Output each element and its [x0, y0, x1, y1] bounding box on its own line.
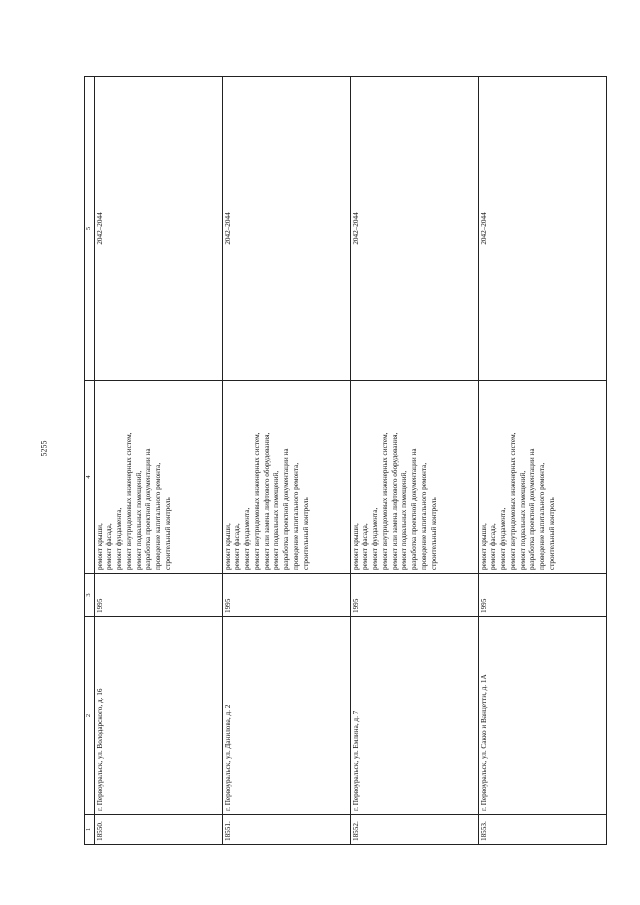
column-number: 5 [85, 77, 95, 381]
work-item: ремонт фасада, [361, 523, 370, 570]
work-item: ремонт фундамента, [499, 507, 508, 570]
table-row [94, 77, 222, 845]
page-number: 5255 [39, 440, 49, 457]
row-number: 18550. [94, 815, 222, 845]
works-cell [94, 381, 222, 574]
row-number: 18552. [350, 815, 478, 845]
work-item: разработка проектной документации на [528, 448, 537, 570]
work-item: ремонт или замена лифтового оборудования, [262, 432, 271, 570]
work-item: ремонт внутридомовых инженерных систем, [380, 432, 389, 570]
work-item: разработка проектной документации на [144, 448, 153, 570]
period-cell: 2042–2044 [478, 77, 606, 381]
year-cell: 1995 [350, 574, 478, 617]
works-cell [478, 381, 606, 574]
address-cell: г. Первоуральск, ул. Данилова, д. 2 [222, 617, 350, 815]
work-item: ремонт подвальных помещений, [134, 470, 143, 570]
work-item: ремонт крыши, [479, 523, 488, 570]
address-cell: г. Первоуральск, ул. Володарского, д. 16 [94, 617, 222, 815]
address-cell: г. Первоуральск, ул. Емлина, д. 7 [350, 617, 478, 815]
work-item: разработка проектной документации на [282, 448, 291, 570]
column-number: 4 [85, 381, 95, 574]
work-item: строительный контроль [429, 497, 438, 570]
address-cell: г. Первоуральск, ул. Сакко и Ванцетти, д. 1А [478, 617, 606, 815]
work-item: ремонт подвальных помещений, [518, 470, 527, 570]
work-item: ремонт подвальных помещений, [400, 470, 409, 570]
table-row [478, 77, 606, 845]
work-item: ремонт фасада, [233, 523, 242, 570]
work-item: проведение капитального ремонта, [419, 462, 428, 570]
work-item: ремонт внутридомовых инженерных систем, [508, 432, 517, 570]
work-item: ремонт фундамента, [371, 507, 380, 570]
work-item: разработка проектной документации на [410, 448, 419, 570]
works-cell [222, 381, 350, 574]
column-number: 2 [85, 617, 95, 815]
year-cell: 1995 [478, 574, 606, 617]
work-item: строительный контроль [547, 497, 556, 570]
work-item: проведение капитального ремонта, [154, 462, 163, 570]
year-cell: 1995 [222, 574, 350, 617]
year-cell: 1995 [94, 574, 222, 617]
work-item: ремонт фасада, [489, 523, 498, 570]
table-row [222, 77, 350, 845]
work-item: ремонт крыши, [351, 523, 360, 570]
work-item: ремонт или замена лифтового оборудования, [390, 432, 399, 570]
row-number: 18551. [222, 815, 350, 845]
work-item: ремонт крыши, [223, 523, 232, 570]
work-item: строительный контроль [301, 497, 310, 570]
work-item: ремонт фундамента, [115, 507, 124, 570]
works-cell [350, 381, 478, 574]
column-number: 1 [85, 815, 95, 845]
work-item: ремонт крыши, [95, 523, 104, 570]
work-item: ремонт внутридомовых инженерных систем, [124, 432, 133, 570]
table-row [350, 77, 478, 845]
table-viewport [84, 77, 554, 845]
period-cell: 2042–2044 [94, 77, 222, 381]
work-item: проведение капитального ремонта, [538, 462, 547, 570]
work-item: ремонт подвальных помещений, [272, 470, 281, 570]
row-number: 18553. [478, 815, 606, 845]
work-item: проведение капитального ремонта, [291, 462, 300, 570]
work-item: ремонт фундамента, [243, 507, 252, 570]
period-cell: 2042–2044 [350, 77, 478, 381]
rotated-table-wrapper [84, 77, 554, 845]
column-number-row [85, 77, 95, 845]
work-item: ремонт фасада, [105, 523, 114, 570]
work-item: ремонт внутридомовых инженерных систем, [252, 432, 261, 570]
capital-repair-table [84, 76, 607, 845]
period-cell: 2042–2044 [222, 77, 350, 381]
work-item: строительный контроль [163, 497, 172, 570]
column-number: 3 [85, 574, 95, 617]
